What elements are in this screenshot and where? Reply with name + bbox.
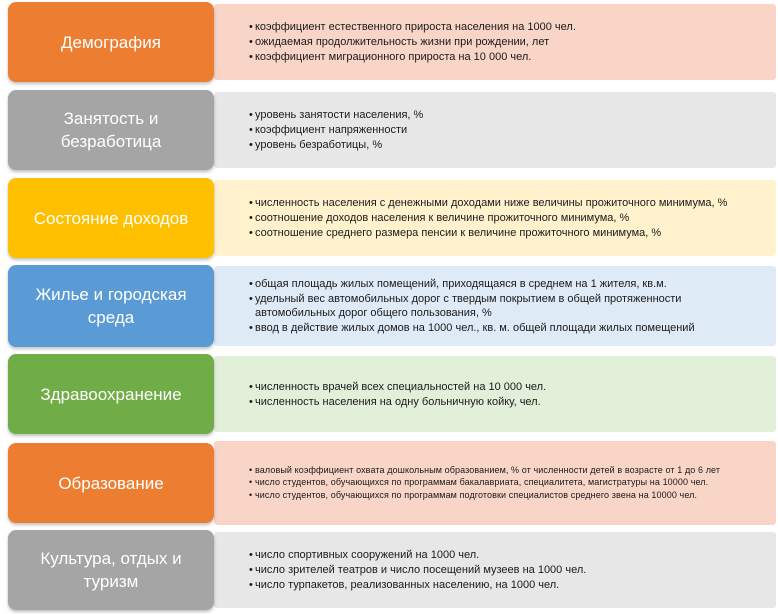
list-item: • число студентов, обучающихся по программам подготовки специалистов среднего звена на 10000 чел. bbox=[250, 490, 762, 502]
category-label bbox=[8, 2, 214, 82]
list-item: • число студентов, обучающихся по программам бакалавриата, специалитета, магистратуры на 10000 чел. bbox=[250, 477, 762, 489]
category-label-text: Жилье и городская среда bbox=[35, 285, 187, 327]
indicator-panel bbox=[214, 356, 776, 432]
category-label bbox=[8, 90, 214, 170]
indicator-list bbox=[250, 276, 762, 336]
category-label-text: Культура, отдых и туризм bbox=[40, 549, 182, 591]
category-label bbox=[8, 354, 214, 434]
list-item: • уровень безработицы, % bbox=[250, 138, 762, 152]
category-label bbox=[8, 178, 214, 258]
indicator-list bbox=[250, 107, 762, 153]
row-income bbox=[0, 178, 778, 258]
list-item: • численность врачей всех специальностей на 10 000 чел. bbox=[250, 380, 762, 394]
list-item: • ввод в действие жилых домов на 1000 чел., кв. м. общей площади жилых помещений bbox=[250, 321, 762, 335]
list-item: • коэффициент естественного прироста населения на 1000 чел. bbox=[250, 20, 762, 34]
category-label-text: Здравоохранение bbox=[40, 384, 182, 404]
list-item: • число зрителей театров и число посещений музеев на 1000 чел. bbox=[250, 563, 762, 577]
indicator-list bbox=[250, 19, 762, 65]
category-label-text: Занятость и безработица bbox=[60, 109, 162, 151]
indicator-panel bbox=[214, 266, 776, 346]
list-item: • валовый коэффициент охвата дошкольным образованием, % от численности детей в возрасте от 1 до 6 лет bbox=[250, 465, 762, 477]
row-education bbox=[0, 441, 778, 525]
indicator-panel bbox=[214, 180, 776, 256]
category-label bbox=[8, 530, 214, 610]
list-item: • соотношение среднего размера пенсии к величине прожиточного минимума, % bbox=[250, 226, 762, 240]
list-item: • коэффициент миграционного прироста на 10 000 чел. bbox=[250, 50, 762, 64]
list-item: • удельный вес автомобильных дорог с твердым покрытием в общей протяженности автомобильных дорог общего пользования, % bbox=[250, 292, 762, 320]
category-label bbox=[8, 443, 214, 523]
list-item: • численность населения на одну больничную койку, чел. bbox=[250, 395, 762, 409]
indicator-panel bbox=[214, 441, 776, 525]
list-item: • соотношение доходов населения к величине прожиточного минимума, % bbox=[250, 211, 762, 225]
list-item: • коэффициент напряженности bbox=[250, 123, 762, 137]
indicator-list bbox=[250, 547, 762, 593]
list-item: • уровень занятости населения, % bbox=[250, 108, 762, 122]
row-culture bbox=[0, 530, 778, 610]
row-demography bbox=[0, 2, 778, 82]
indicator-panel bbox=[214, 92, 776, 168]
category-label-text: Демография bbox=[61, 32, 161, 52]
indicator-list bbox=[250, 464, 762, 503]
list-item: • число спортивных сооружений на 1000 чел. bbox=[250, 548, 762, 562]
row-employment bbox=[0, 90, 778, 170]
list-item: • численность населения с денежными доходами ниже величины прожиточного минимума, % bbox=[250, 196, 762, 210]
category-label bbox=[8, 265, 214, 347]
indicator-list bbox=[250, 195, 762, 241]
indicator-panel bbox=[214, 532, 776, 608]
row-healthcare bbox=[0, 354, 778, 434]
list-item: • общая площадь жилых помещений, приходящаяся в среднем на 1 жителя, кв.м. bbox=[250, 277, 762, 291]
category-label-text: Состояние доходов bbox=[33, 208, 189, 228]
list-item: • ожидаемая продолжительность жизни при рождении, лет bbox=[250, 35, 762, 49]
category-label-text: Образование bbox=[58, 473, 164, 493]
indicator-panel bbox=[214, 4, 776, 80]
list-item: • число турпакетов, реализованных населению, на 1000 чел. bbox=[250, 578, 762, 592]
row-housing bbox=[0, 265, 778, 347]
indicator-list bbox=[250, 379, 762, 410]
